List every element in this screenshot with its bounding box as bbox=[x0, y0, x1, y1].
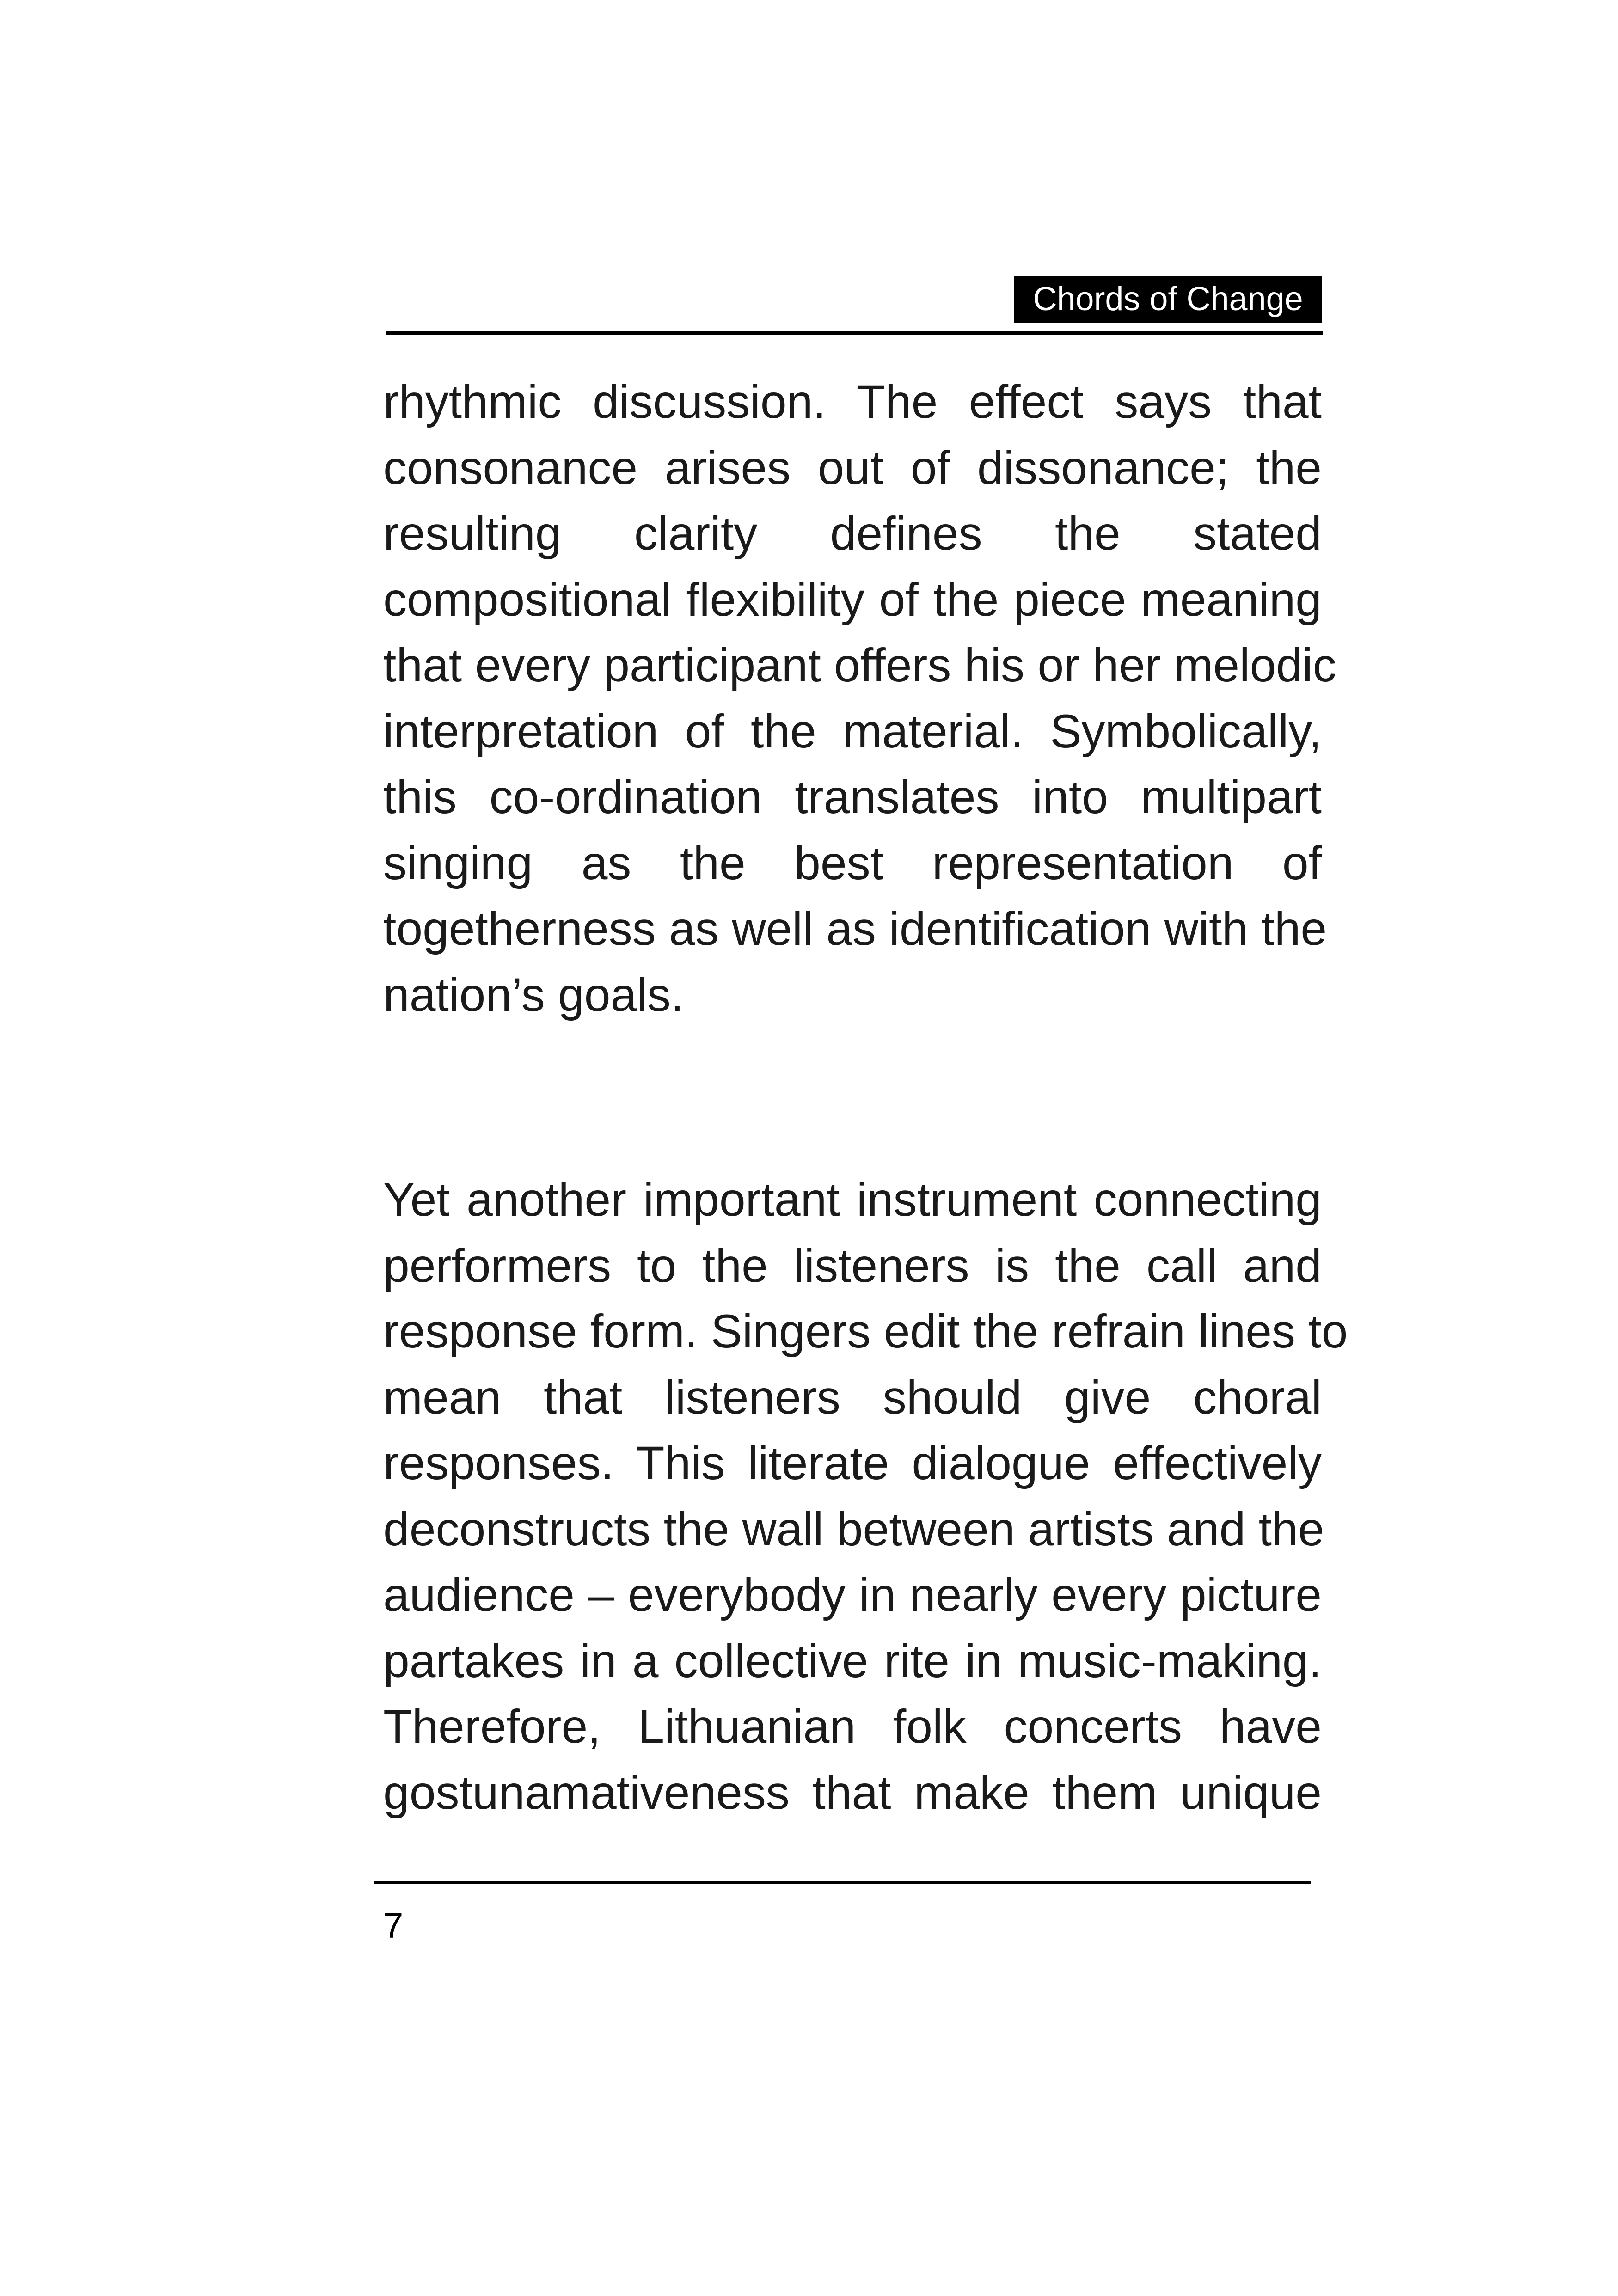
running-header-title: Chords of Change bbox=[1014, 276, 1322, 323]
footer-divider bbox=[374, 1881, 1311, 1884]
text-line: consonance arises out of dissonance; the bbox=[383, 441, 1322, 494]
text-line: Yet another important instrument connecting bbox=[383, 1173, 1322, 1226]
text-line: resulting clarity defines the stated bbox=[383, 507, 1322, 560]
text-line: nation’s goals. bbox=[383, 968, 684, 1021]
header-divider bbox=[386, 331, 1323, 335]
text-line: partakes in a collective rite in music-making. bbox=[383, 1634, 1322, 1687]
text-line: interpretation of the material. Symbolically, bbox=[383, 704, 1322, 758]
text-line: Therefore, Lithuanian folk concerts have bbox=[383, 1700, 1322, 1753]
text-line: this co-ordination translates into multipart bbox=[383, 771, 1322, 823]
text-line: response form. Singers edit the refrain lines to bbox=[383, 1305, 1348, 1358]
paragraph-2 bbox=[383, 1167, 1348, 1825]
text-line: singing as the best representation of bbox=[383, 836, 1322, 889]
paragraph-1 bbox=[383, 369, 1336, 1028]
text-line: togetherness as well as identification with the bbox=[383, 902, 1327, 955]
text-line: rhythmic discussion. The effect says that bbox=[383, 375, 1322, 428]
text-line: mean that listeners should give choral bbox=[383, 1371, 1322, 1424]
page-number: 7 bbox=[383, 1905, 404, 1946]
text-line: deconstructs the wall between artists and the bbox=[383, 1502, 1324, 1555]
text-line: gostunamativeness that make them unique bbox=[383, 1766, 1322, 1819]
text-line: audience – everybody in nearly every picture bbox=[383, 1568, 1322, 1621]
text-line: performers to the listeners is the call and bbox=[383, 1239, 1322, 1292]
text-line: responses. This literate dialogue effectively bbox=[383, 1437, 1322, 1489]
text-line: that every participant offers his or her melodic bbox=[383, 639, 1336, 692]
text-line: compositional flexibility of the piece meaning bbox=[383, 573, 1322, 626]
